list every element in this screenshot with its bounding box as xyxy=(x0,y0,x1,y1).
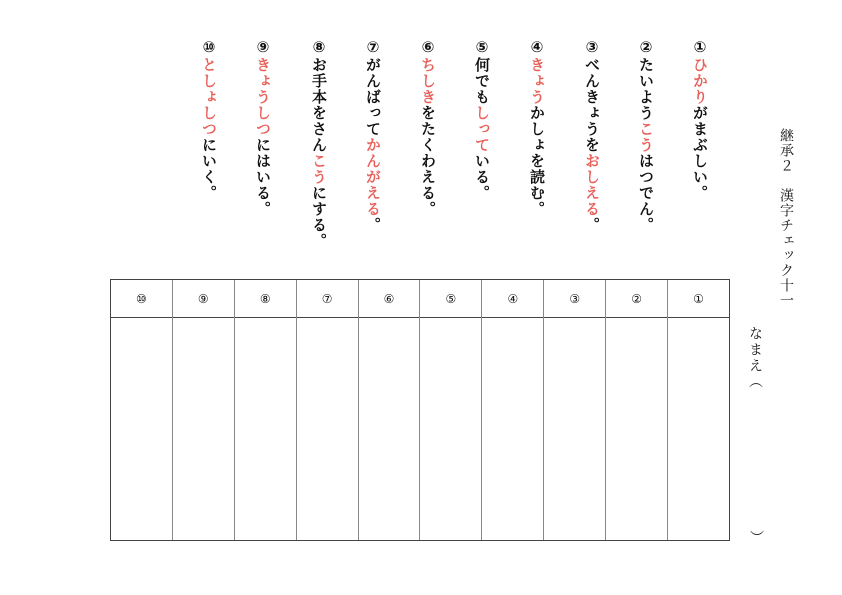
question-6 xyxy=(418,38,439,217)
answer-column-3 xyxy=(543,280,605,540)
answer-box[interactable] xyxy=(544,318,605,540)
question-text: 何でも xyxy=(473,57,491,105)
name-label: なまえ（ xyxy=(747,326,763,390)
answer-column-header: ② xyxy=(606,280,667,318)
question-text: はつでん。 xyxy=(637,153,655,233)
question-number: ⑩ xyxy=(200,38,218,57)
answer-box[interactable] xyxy=(606,318,667,540)
answer-box[interactable] xyxy=(420,318,481,540)
answer-column-10 xyxy=(111,280,172,540)
question-text: にいく。 xyxy=(200,137,218,201)
question-8 xyxy=(309,38,330,249)
question-4 xyxy=(527,38,548,217)
question-text: いる。 xyxy=(473,153,491,201)
answer-column-header: ⑩ xyxy=(111,280,172,318)
target-kanji-reading: しって xyxy=(473,105,491,153)
answer-column-header: ⑨ xyxy=(173,280,234,318)
target-kanji-reading: ちしき xyxy=(419,57,437,105)
question-number: ⑤ xyxy=(473,38,491,57)
question-text: がんばって xyxy=(364,57,382,137)
question-3 xyxy=(582,38,603,233)
answer-column-1 xyxy=(667,280,729,540)
question-10 xyxy=(199,38,220,201)
question-number: ③ xyxy=(583,38,601,57)
question-text: がまぶしい。 xyxy=(691,105,709,201)
question-9 xyxy=(253,38,274,217)
target-kanji-reading: きょう xyxy=(528,57,546,105)
target-kanji-reading: としょしつ xyxy=(200,57,218,137)
question-number: ⑨ xyxy=(254,38,272,57)
answer-column-8 xyxy=(234,280,296,540)
target-kanji-reading: こう xyxy=(637,121,655,153)
target-kanji-reading: かんがえる xyxy=(364,137,382,217)
answer-box[interactable] xyxy=(173,318,234,540)
answer-box[interactable] xyxy=(359,318,420,540)
answer-column-header: ⑤ xyxy=(420,280,481,318)
question-text: にする。 xyxy=(310,185,328,249)
target-kanji-reading: きょうしつ xyxy=(254,57,272,137)
answer-column-6 xyxy=(358,280,420,540)
answer-box[interactable] xyxy=(297,318,358,540)
question-5 xyxy=(472,38,493,201)
question-text: をたくわえる。 xyxy=(419,105,437,217)
answer-table xyxy=(110,279,730,541)
answer-column-7 xyxy=(296,280,358,540)
answer-column-header: ④ xyxy=(482,280,543,318)
question-number: ⑧ xyxy=(310,38,328,57)
question-text: お手本をさん xyxy=(310,57,328,153)
answer-column-4 xyxy=(481,280,543,540)
name-close-paren: ） xyxy=(748,530,764,544)
answer-box[interactable] xyxy=(482,318,543,540)
target-kanji-reading: おしえる xyxy=(583,153,601,217)
question-number: ⑥ xyxy=(419,38,437,57)
question-1 xyxy=(690,38,711,201)
answer-column-header: ⑥ xyxy=(359,280,420,318)
target-kanji-reading: こう xyxy=(310,153,328,185)
answer-column-header: ① xyxy=(668,280,729,318)
question-number: ① xyxy=(691,38,709,57)
question-number: ② xyxy=(637,38,655,57)
target-kanji-reading: ひかり xyxy=(691,57,709,105)
answer-box[interactable] xyxy=(111,318,172,540)
answer-column-header: ③ xyxy=(544,280,605,318)
answer-column-2 xyxy=(605,280,667,540)
answer-column-header: ⑦ xyxy=(297,280,358,318)
question-text: たいよう xyxy=(637,57,655,121)
answer-column-9 xyxy=(172,280,234,540)
answer-box[interactable] xyxy=(668,318,729,540)
answer-box[interactable] xyxy=(235,318,296,540)
answer-column-header: ⑧ xyxy=(235,280,296,318)
question-7 xyxy=(363,38,384,233)
question-number: ④ xyxy=(528,38,546,57)
question-text: 。 xyxy=(364,217,382,233)
worksheet-title: 継承２ 漢字チェック十一 xyxy=(778,128,794,308)
question-text: かしょを読む。 xyxy=(528,105,546,217)
question-text: べんきょうを xyxy=(583,57,601,153)
question-text: 。 xyxy=(583,217,601,233)
answer-column-5 xyxy=(419,280,481,540)
question-text: にはいる。 xyxy=(254,137,272,217)
question-2 xyxy=(636,38,657,233)
question-number: ⑦ xyxy=(364,38,382,57)
